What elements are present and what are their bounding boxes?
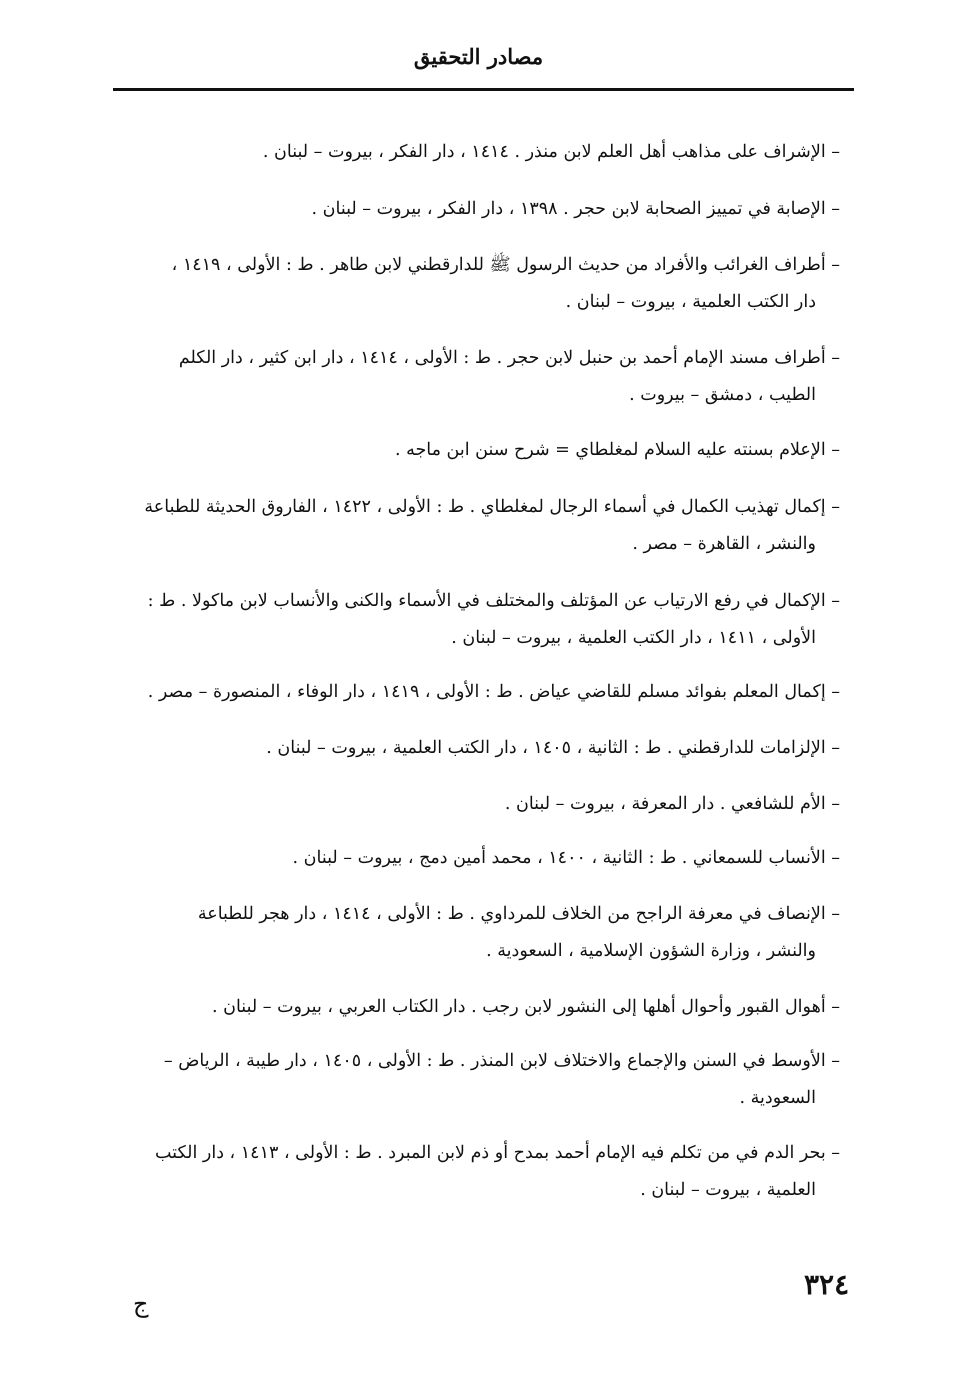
entry-line: – أهوال القبور وأحوال أهلها إلى النشور لابن رجب . دار الكتاب العربي ، بيروت – لبنان . xyxy=(212,997,840,1017)
entry-continuation: الطيب ، دمشق – بيروت . xyxy=(629,385,816,405)
bibliography-entry xyxy=(110,674,840,711)
entry-continuation: والنشر ، القاهرة – مصر . xyxy=(632,534,816,554)
bibliography-entry xyxy=(110,896,840,970)
entry-line: – إكمال المعلم بفوائد مسلم للقاضي عياض . ط : الأولى ، ١٤١٩ ، دار الوفاء ، المنصورة – مصر . xyxy=(147,682,840,702)
bibliography-entry xyxy=(110,840,840,877)
entry-line: – الإنصاف في معرفة الراجح من الخلاف للمرداوي . ط : الأولى ، ١٤١٤ ، دار هجر للطباعة xyxy=(197,904,840,924)
page-number: ٣٢٤ xyxy=(804,1268,850,1301)
bibliography-entry xyxy=(110,340,840,414)
running-header: مصادر التحقيق xyxy=(413,44,544,69)
entry-line: – الأم للشافعي . دار المعرفة ، بيروت – لبنان . xyxy=(504,794,840,814)
entry-line: – الأوسط في السنن والإجماع والاختلاف لابن المنذر . ط : الأولى ، ١٤٠٥ ، دار طيبة ، الرياض – xyxy=(163,1051,840,1071)
bibliography-entry xyxy=(110,730,840,767)
entry-line: – الإكمال في رفع الارتياب عن المؤتلف والمختلف في الأسماء والكنى والأنساب لابن ماكولا . ط : xyxy=(147,591,840,611)
entry-line: – أطراف مسند الإمام أحمد بن حنبل لابن حجر . ط : الأولى ، ١٤١٤ ، دار ابن كثير ، دار الكلم xyxy=(178,348,840,368)
entry-line: – الإصابة في تمييز الصحابة لابن حجر . ١٣٩٨ ، دار الفكر ، بيروت – لبنان . xyxy=(311,199,840,219)
bibliography-entry xyxy=(110,247,840,321)
bibliography-entry xyxy=(110,1135,840,1209)
bibliography-entry xyxy=(110,489,840,563)
entry-line: – الإشراف على مذاهب أهل العلم لابن منذر . ١٤١٤ ، دار الفكر ، بيروت – لبنان . xyxy=(262,142,840,162)
entry-line: – إكمال تهذيب الكمال في أسماء الرجال لمغلطاي . ط : الأولى ، ١٤٢٢ ، الفاروق الحديثة للطباعة xyxy=(144,497,840,517)
entry-continuation: السعودية . xyxy=(739,1088,816,1108)
bibliography-entry xyxy=(110,432,840,469)
entry-continuation: الأولى ، ١٤١١ ، دار الكتب العلمية ، بيروت – لبنان . xyxy=(451,628,816,648)
entry-line: – أطراف الغرائب والأفراد من حديث الرسول ﷺ للدارقطني لابن طاهر . ط : الأولى ، ١٤١٩ ، xyxy=(171,255,840,275)
signature-mark: ج xyxy=(133,1290,149,1318)
bibliography-entry xyxy=(110,989,840,1026)
bibliography-entry xyxy=(110,583,840,657)
header-rule xyxy=(113,88,854,91)
bibliography-entry xyxy=(110,786,840,823)
bibliography-entry xyxy=(110,191,840,228)
entry-continuation: دار الكتب العلمية ، بيروت – لبنان . xyxy=(565,292,816,312)
bibliography-entry xyxy=(110,1043,840,1117)
entry-line: – الإلزامات للدارقطني . ط : الثانية ، ١٤٠٥ ، دار الكتب العلمية ، بيروت – لبنان . xyxy=(266,738,840,758)
entry-continuation: والنشر ، وزارة الشؤون الإسلامية ، السعودية . xyxy=(486,941,816,961)
entry-line: – الأنساب للسمعاني . ط : الثانية ، ١٤٠٠ ، محمد أمين دمج ، بيروت – لبنان . xyxy=(292,848,840,868)
entry-line: – بحر الدم في من تكلم فيه الإمام أحمد بمدح أو ذم لابن المبرد . ط : الأولى ، ١٤١٣ ، دار الكتب xyxy=(155,1143,840,1163)
entry-line: – الإعلام بسنته عليه السلام لمغلطاي = شرح سنن ابن ماجه . xyxy=(394,440,840,460)
entry-continuation: العلمية ، بيروت – لبنان . xyxy=(640,1180,816,1200)
bibliography-entry xyxy=(110,134,840,171)
